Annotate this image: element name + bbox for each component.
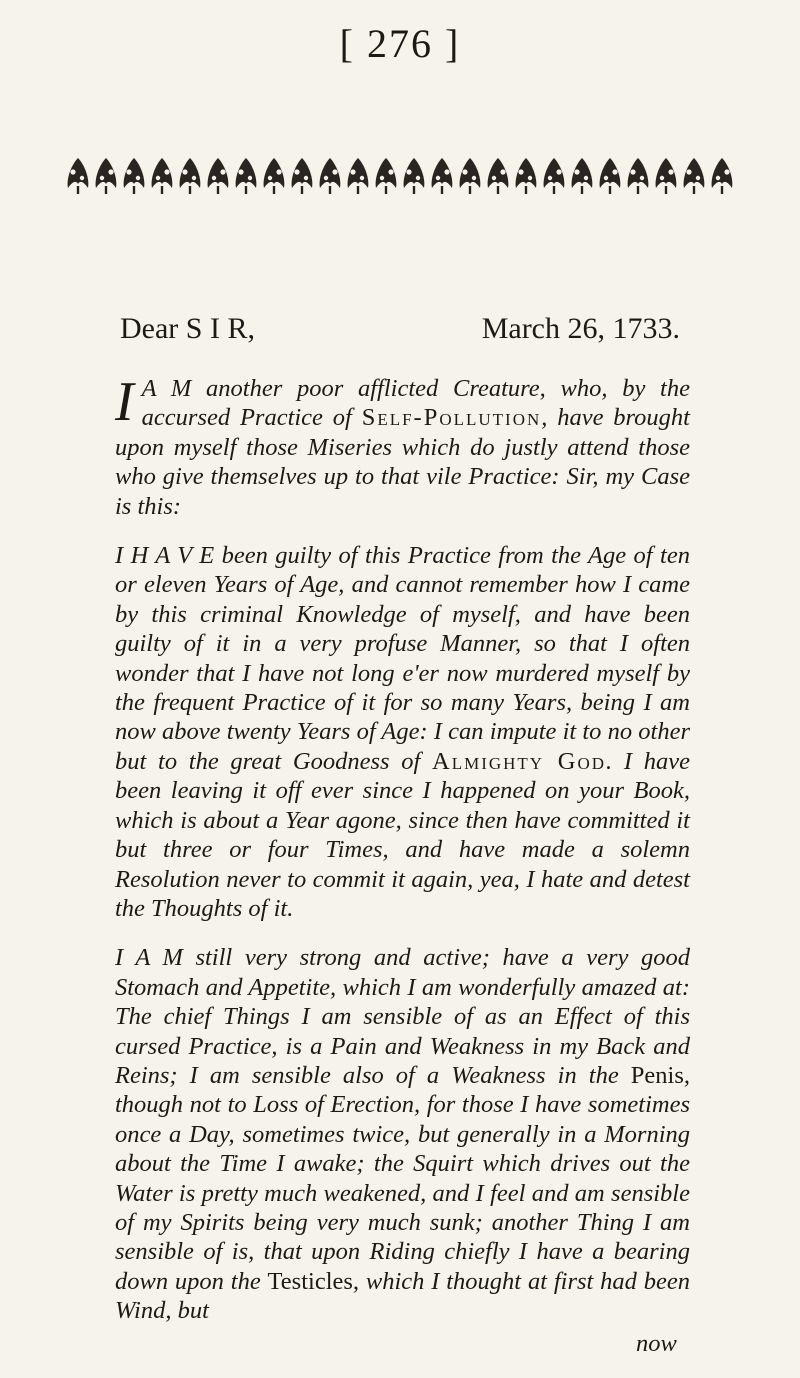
fleuron-icon	[152, 158, 173, 194]
fleuron-icon	[656, 158, 677, 194]
paragraph-1: I A M another poor afflicted Creature, who, by the accursed Practice of Self-Pollution, have brought upon myself those Miseries which do justly attend those who give themselves up to that vile Practice: Sir, my Case is this:	[115, 371, 690, 520]
fleuron-icon	[180, 158, 201, 194]
fleuron-icon	[320, 158, 341, 194]
letter-body	[115, 371, 690, 1346]
drop-cap: I	[115, 371, 134, 433]
fleuron-icon	[600, 158, 621, 194]
letter-header	[120, 312, 680, 346]
term-almighty-god: Almighty God	[432, 747, 607, 775]
salutation: Dear S I R,	[120, 312, 255, 345]
term-self-pollution: Self-Pollution	[361, 404, 542, 432]
fleuron-icon	[124, 158, 145, 194]
fleuron-icon	[684, 158, 705, 194]
fleuron-icon	[208, 158, 229, 194]
fleuron-icon	[432, 158, 453, 194]
fleuron-icon	[460, 158, 481, 194]
fleuron-icon	[264, 158, 285, 194]
fleuron-icon	[628, 158, 649, 194]
term-testicles: Testicles	[267, 1267, 353, 1295]
paragraph-2: I H A V E been guilty of this Practice from the Age of ten or eleven Years of Age, and cannot remember how I came by this criminal Knowledge of myself, and have been guilty of it in a very profuse Manner, so that I often wonder that I have not long e'er now murdered myself by the frequent Practice of it for so many Years, being I am now above twenty Years of Age: I can impute it to no other but to the great Goodness of Almighty God. I have been leaving it off ever since I happened on your Book, which is about a Year agone, since then have committed it but three or four Times, and have made a solemn Resolution never to commit it again, yea, I hate and detest the Thoughts of it.	[115, 542, 690, 922]
catchword: now	[636, 1330, 677, 1357]
letter-date: March 26, 1733.	[481, 312, 680, 345]
fleuron-icon	[712, 158, 733, 194]
fleuron-icon	[544, 158, 565, 194]
fleuron-icon	[376, 158, 397, 194]
fleuron-icon	[96, 158, 117, 194]
fleuron-icon	[572, 158, 593, 194]
fleuron-icon	[236, 158, 257, 194]
fleuron-icon	[68, 158, 89, 194]
paragraph-3: I A M still very strong and active; have a very good Stomach and Appetite, which I am wonderfully amazed at: The chief Things I am sensible of as an Effect of this cursed Practice, is a Pain and Weakness in my Back and Reins; I am sensible also of a Weakness in the Penis, though not to Loss of Erection, for those I have sometimes once a Day, sometimes twice, but generally in a Morning about the Time I awake; the Squirt which drives out the Water is pretty much weakened, and I feel and am sensible of my Spirits being very much sunk; another Thing I am sensible of is, that upon Riding chiefly I have a bearing down upon the Testicles, which I thought at first had been Wind, but	[115, 944, 690, 1325]
fleuron-icon	[516, 158, 537, 194]
term-penis: Penis	[630, 1061, 684, 1089]
fleuron-icon	[348, 158, 369, 194]
fleuron-icon	[404, 158, 425, 194]
fleuron-icon	[488, 158, 509, 194]
fleuron-ornament-border	[64, 152, 736, 196]
fleuron-icon	[292, 158, 313, 194]
page-number: [ 276 ]	[339, 21, 461, 66]
